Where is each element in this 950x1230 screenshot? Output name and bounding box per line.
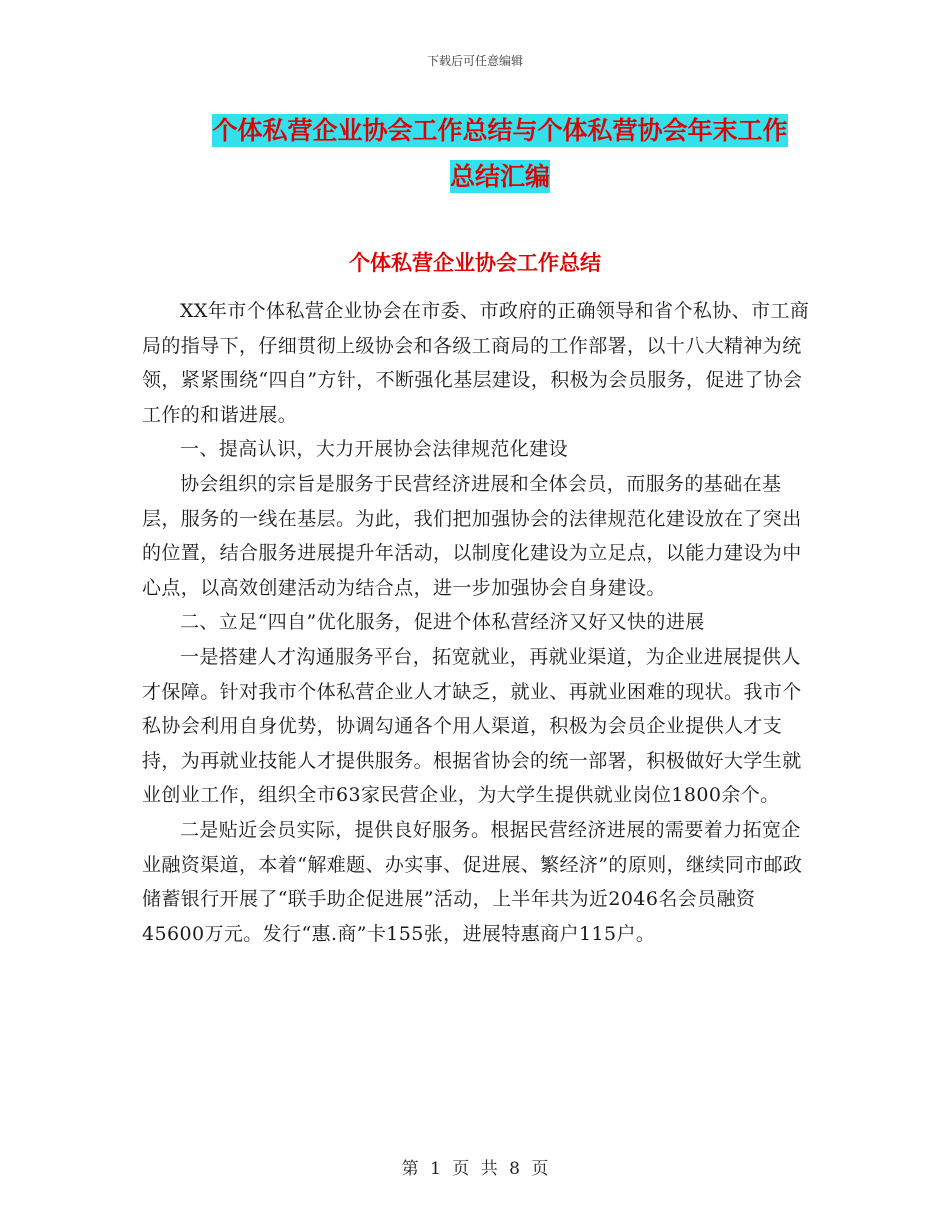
heading-part-2: 二、立足“四自”优化服务，促进个体私营经济又好又快的进展	[180, 611, 705, 634]
paragraph-part-1: 协会组织的宗旨是服务于民营经济进展和全体会员，而服务的基础在基层，服务的一线在基层。为此，我们把加强协会的法律规范化建设放在了突出的位置，结合服务进展提升年活动，以制度化建设为立足点，以能力建设为中心点，以高效创建活动为结合点，进一步加强协会自身建设。	[142, 472, 802, 599]
header-note: 下载后可任意编辑	[426, 54, 523, 68]
page-footer: 第 1 页 共 8 页	[401, 1159, 549, 1179]
heading-part-1: 一、提高认识，大力开展协会法律规范化建设	[180, 438, 569, 461]
paragraph-intro: XX年市个体私营企业协会在市委、市政府的正确领导和省个私协、市工商局的指导下，仔细贯彻上级协会和各级工商局的工作部署，以十八大精神为统领，紧紧围绕“四自”方针，不断强化基层建设，积极为会员服务，促进了协会工作的和谐进展。	[142, 300, 810, 426]
body-text	[142, 294, 812, 951]
section-title: 个体私营企业协会工作总结	[349, 251, 601, 275]
document-title	[120, 108, 880, 200]
paragraph-talent-platform: 一是搭建人才沟通服务平台，拓宽就业，再就业渠道，为企业进展提供人才保障。针对我市个体私营企业人才缺乏，就业、再就业困难的现状。我市个私协会利用自身优势，协调勾通各个用人渠道，积极为会员企业提供人才支持，为再就业技能人才提供服务。根据省协会的统一部署，积极做好大学生就业创业工作，组织全市63家民营企业，为大学生提供就业岗位1800余个。	[142, 645, 802, 807]
document-title-line-1: 个体私营企业协会工作总结与个体私营协会年末工作	[212, 116, 788, 145]
document-title-line-2: 总结汇编	[449, 162, 550, 191]
paragraph-member-service: 二是贴近会员实际，提供良好服务。根据民营经济进展的需要着力拓宽企业融资渠道，本着“解难题、办实事、促进展、繁经济”的原则，继续同市邮政储蓄银行开展了“联手助企促进展”活动，上半年共为近2046名会员融资45600万元。发行“惠.商”卡155张，进展特惠商户115户。	[142, 818, 803, 945]
